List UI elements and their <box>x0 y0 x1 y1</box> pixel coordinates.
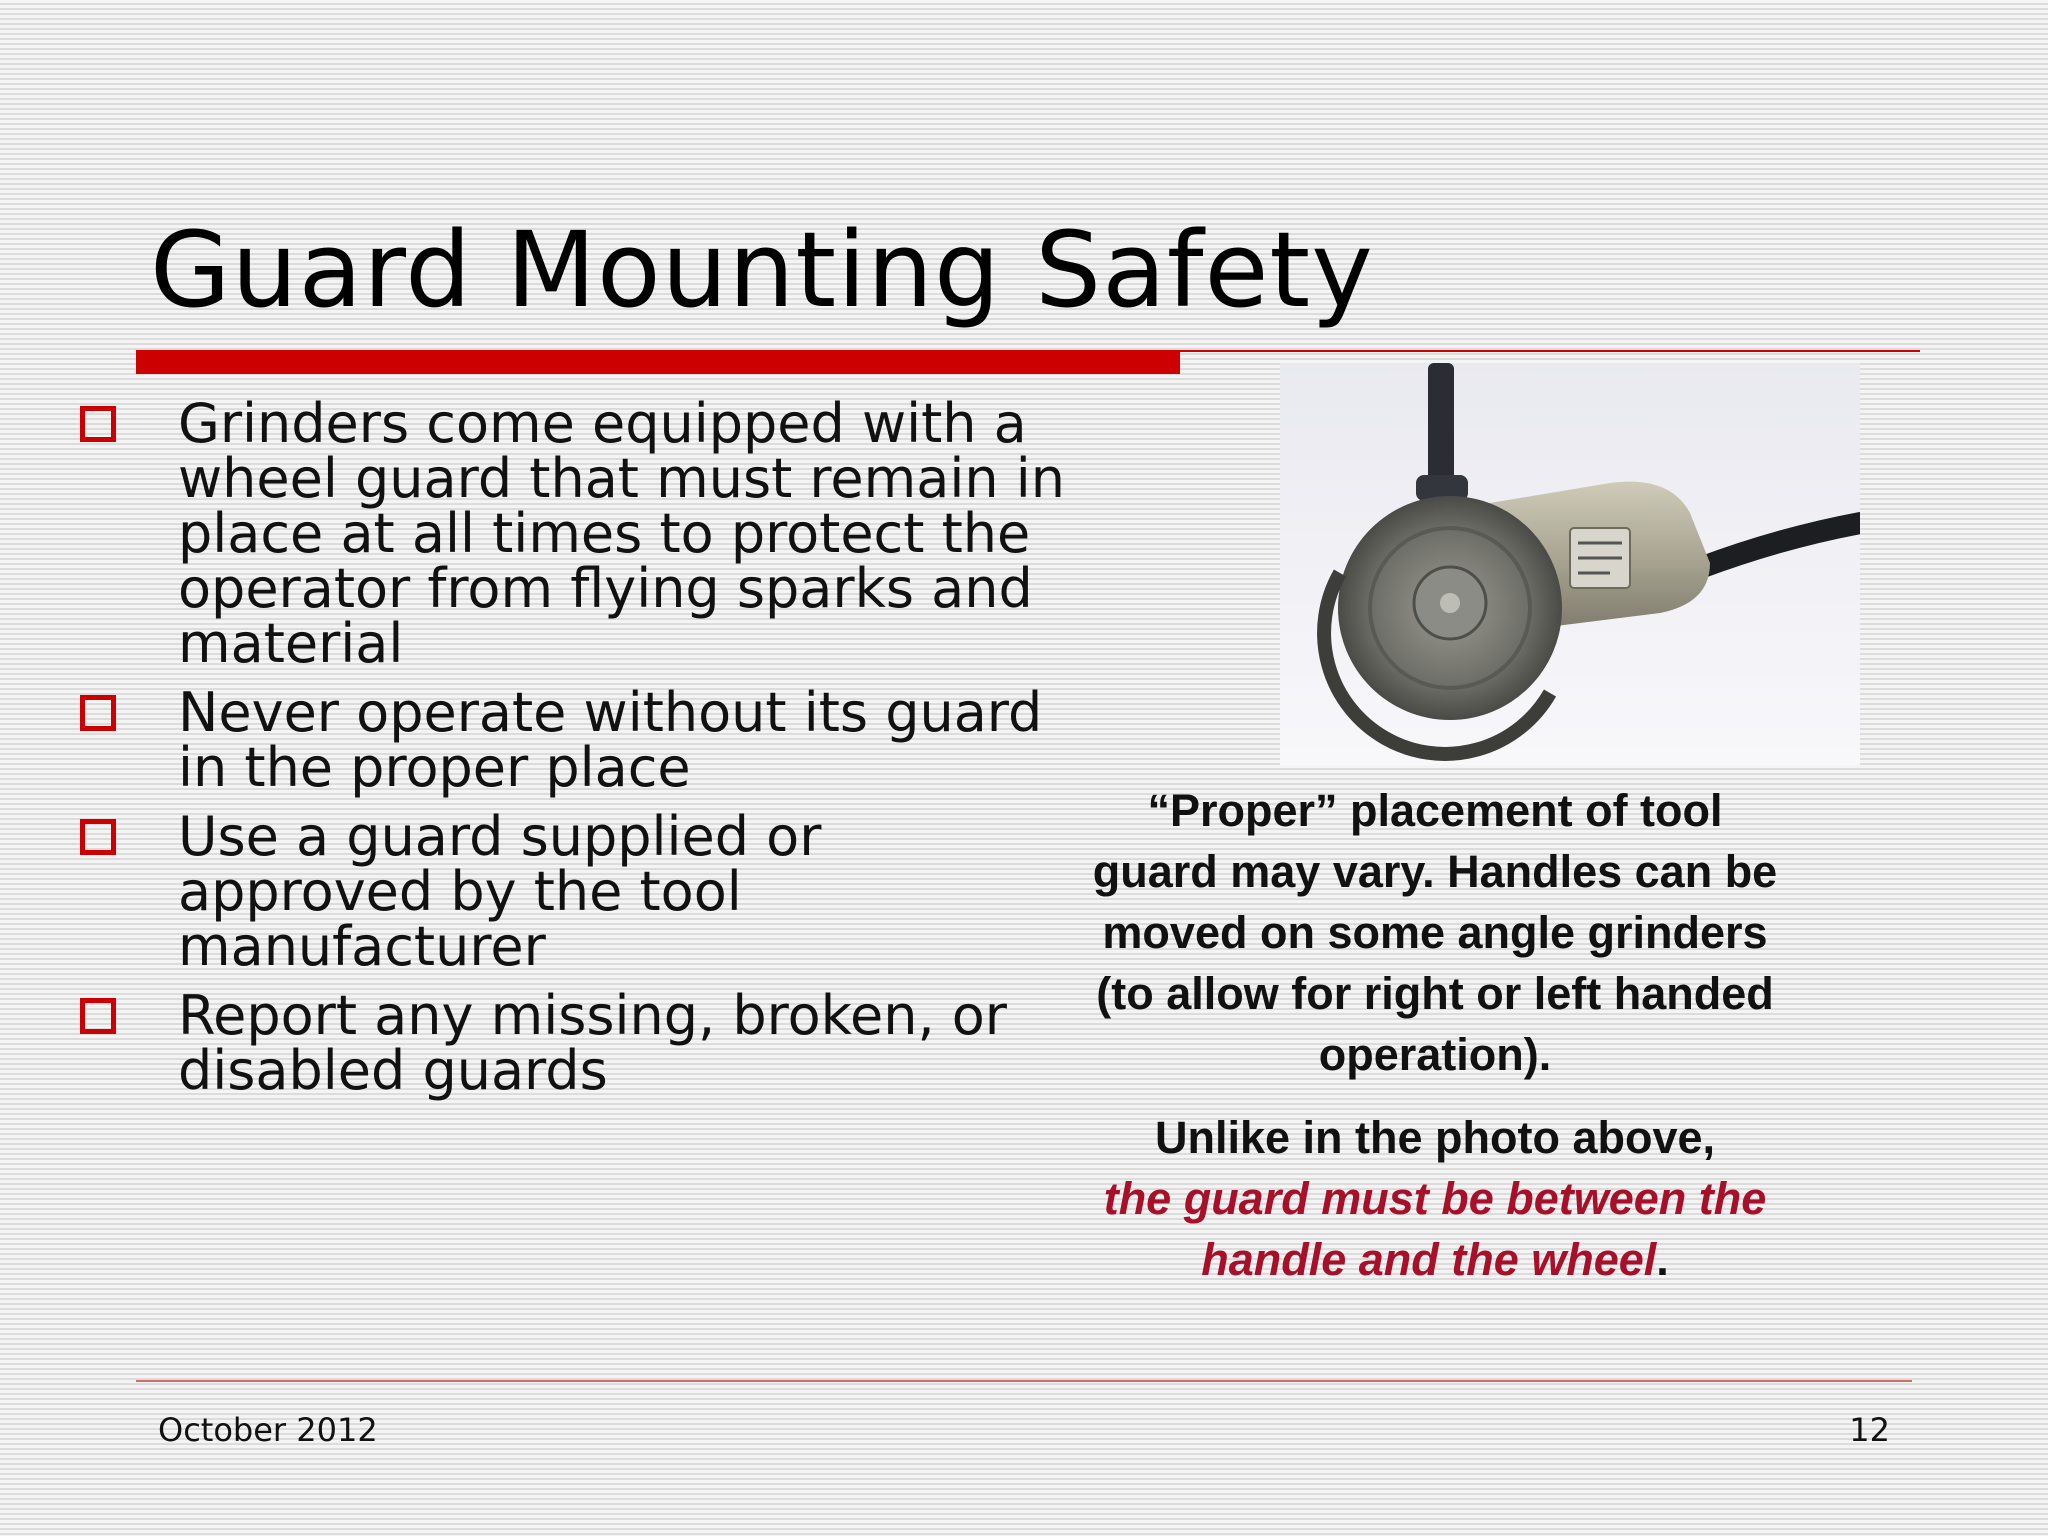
bullet-text: Never operate without its guard in the proper place <box>178 681 1043 799</box>
bullet-item <box>70 681 1070 799</box>
bullet-text: Use a guard supplied or approved by the tool manufacturer <box>178 805 822 978</box>
angle-grinder-photo <box>1280 363 1860 765</box>
bullet-list <box>70 392 1070 1112</box>
hollow-square-bullet-icon <box>80 819 116 855</box>
angle-grinder-illustration <box>1280 363 1860 765</box>
caption-note <box>1090 1107 1780 1290</box>
caption-main-text: “Proper” placement of tool guard may vary. Handles can be moved on some angle grinders (to allow for right or left handed operation). <box>1092 785 1778 1080</box>
bullet-item <box>70 392 1070 675</box>
photo-caption <box>1090 780 1780 1290</box>
title-underline-accent <box>136 350 1180 374</box>
hollow-square-bullet-icon <box>80 406 116 442</box>
bullet-text: Grinders come equipped with a wheel guard that must remain in place at all times to protect the operator from flying sparks and material <box>178 392 1065 675</box>
footer-date: October 2012 <box>158 1411 378 1449</box>
footer-divider <box>136 1380 1912 1382</box>
hollow-square-bullet-icon <box>80 998 116 1034</box>
bullet-text: Report any missing, broken, or disabled guards <box>178 984 1008 1102</box>
footer-page-number: 12 <box>1849 1411 1890 1449</box>
caption-note-intro: Unlike in the photo above, <box>1154 1112 1716 1163</box>
bullet-item <box>70 805 1070 978</box>
hollow-square-bullet-icon <box>80 695 116 731</box>
bullet-item <box>70 984 1070 1102</box>
caption-note-end: . <box>1656 1234 1669 1285</box>
title-underline-thin <box>1180 350 1920 352</box>
slide-title: Guard Mounting Safety <box>150 209 1374 331</box>
caption-note-emphasis: the guard must be between the handle and the wheel <box>1103 1173 1767 1285</box>
